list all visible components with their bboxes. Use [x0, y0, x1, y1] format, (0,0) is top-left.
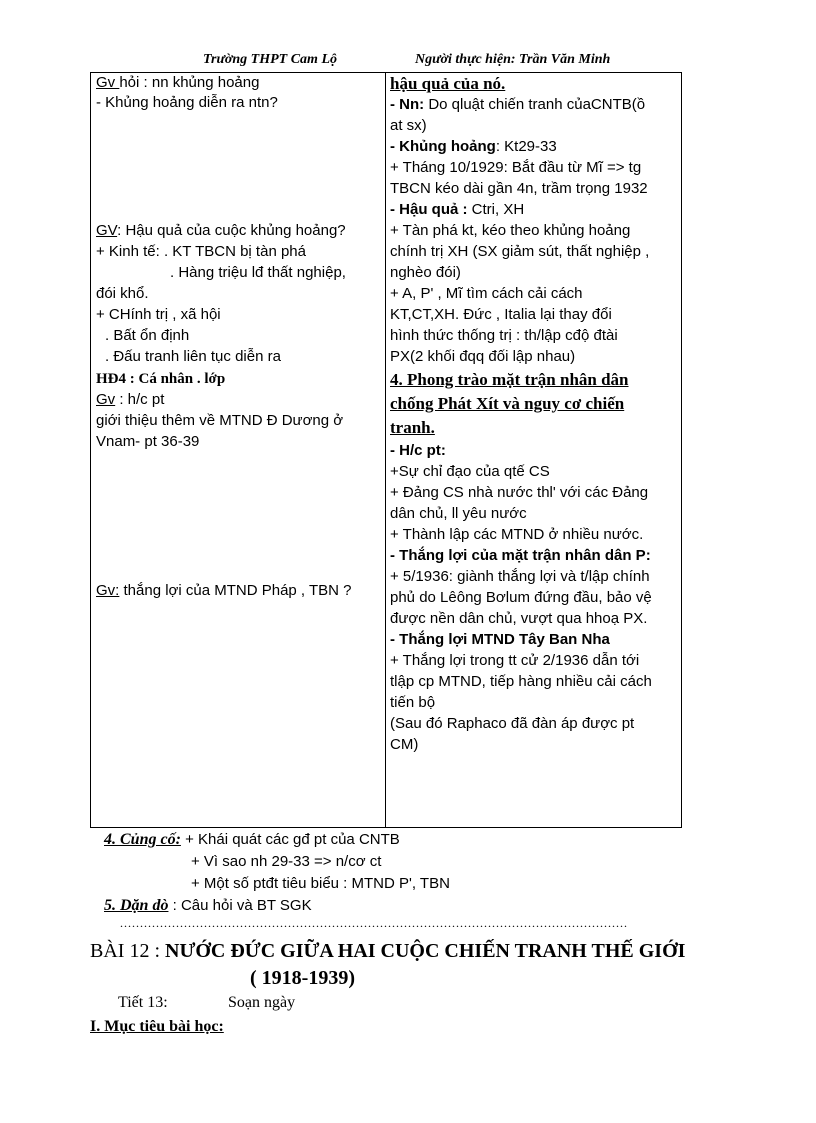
lesson-prefix: BÀI 12 :: [90, 940, 165, 962]
dotted-separator: ...............................................................................................................................: [120, 916, 628, 930]
right-line-18: - H/c pt:: [390, 442, 446, 459]
homework-label: 5. Dặn dò: [104, 897, 169, 914]
right-line-9: chính trị XH (SX giảm sút, thất nghiệp ,: [390, 243, 650, 260]
right-line-8: + Tàn phá kt, kéo theo khủng hoảng: [390, 222, 631, 239]
school-name: Trường THPT Cam Lộ: [203, 52, 337, 67]
left-line-12: giới thiệu thêm về MTND Đ Dương ở: [96, 412, 344, 429]
page-header: [0, 52, 816, 72]
left-line-9: . Đấu tranh liên tục diễn ra: [105, 348, 281, 365]
section-4-heading-line-1: 4. Phong trào mặt trận nhân dân: [390, 370, 629, 389]
lesson-name: NƯỚC ĐỨC GIỮA HAI CUỘC CHIẾN TRANH THẾ GIỚI: [165, 940, 686, 962]
right-line-24: + 5/1936: giành thắng lợi và t/lập chính: [390, 568, 650, 585]
right-line-28: + Thắng lợi trong tt cử 2/1936 dẫn tới: [390, 652, 640, 669]
content-column: [386, 73, 682, 828]
objectives-heading: I. Mục tiêu bài học:: [90, 1018, 224, 1035]
right-line-27: - Thắng lợi MTND Tây Ban Nha: [390, 631, 610, 648]
right-line-25: phủ do Lêông Bơlum đứng đầu, bảo vệ: [390, 589, 652, 606]
right-line-22: + Thành lập các MTND ở nhiều nước.: [390, 526, 644, 543]
right-line-1: hậu quả của nó.: [390, 74, 506, 93]
preparation-date-label: Soạn ngày: [228, 994, 296, 1011]
left-line-10: HĐ4 : Cá nhân . lớp: [96, 371, 226, 387]
consolidate-item-3: + Một số ptđt tiêu biểu : MTND P', TBN: [191, 875, 450, 892]
right-line-7: - Hậu quả : Ctri, XH: [390, 201, 525, 218]
right-line-10: nghèo đói): [390, 264, 461, 281]
left-line-13: Vnam- pt 36-39: [96, 433, 200, 450]
left-line-7: + CHính trị , xã hội: [96, 306, 221, 323]
right-line-14: PX(2 khối đqq đối lập nhau): [390, 348, 576, 365]
right-line-20: + Đảng CS nhà nước thl' với các Đảng: [390, 484, 649, 501]
right-line-6: TBCN kéo dài gần 4n, trầm trọng 1932: [390, 180, 648, 197]
lesson-table: [90, 72, 682, 828]
right-line-13: hình thức thống trị : th/lập cđộ đtài: [390, 327, 618, 344]
right-line-32: CM): [390, 736, 419, 753]
left-line-8: . Bất ổn định: [105, 327, 190, 344]
left-line-2: - Khủng hoảng diễn ra ntn?: [96, 94, 278, 111]
left-line-3: GV: Hậu quả của cuộc khủng hoảng?: [96, 222, 346, 239]
right-line-4: - Khủng hoảng: Kt29-33: [390, 138, 557, 155]
right-line-5: + Tháng 10/1929: Bắt đầu từ Mĩ => tg: [390, 159, 642, 176]
left-line-11: Gv : h/c pt: [96, 391, 165, 408]
section-4-heading-line-3: tranh.: [390, 418, 435, 437]
left-line-1: Gv hỏi : nn khủng hoảng: [96, 74, 260, 91]
homework-section: [104, 896, 312, 916]
consolidate-item-2: + Vì sao nh 29-33 => n/cơ ct: [191, 853, 382, 870]
consolidate-item-1: + Khái quát các gđ pt của CNTB: [180, 831, 400, 848]
right-line-21: dân chủ, ll yêu nước: [390, 505, 527, 522]
left-line-6: đói khổ.: [96, 285, 149, 302]
homework-text: : Câu hỏi và BT SGK: [168, 897, 312, 914]
right-line-23: - Thắng lợi của mặt trận nhân dân P:: [390, 547, 651, 564]
right-line-3: at sx): [390, 117, 427, 134]
right-line-31: (Sau đó Raphaco đã đàn áp được pt: [390, 715, 635, 732]
lesson-title: [90, 938, 685, 964]
author-name: Người thực hiện: Trần Văn Minh: [415, 52, 611, 67]
section-4-heading-line-2: chống Phát Xít và nguy cơ chiến: [390, 394, 625, 413]
right-line-30: tiến bộ: [390, 694, 436, 711]
left-line-4: + Kinh tế: . KT TBCN bị tàn phá: [96, 243, 306, 260]
right-line-12: KT,CT,XH. Đức , Italia lại thay đổi: [390, 306, 612, 323]
consolidate-label: 4. Củng cố:: [104, 831, 181, 848]
consolidate-section: [104, 830, 400, 850]
left-line-14: Gv: thắng lợi của MTND Pháp , TBN ?: [96, 582, 352, 599]
period-number: Tiết 13:: [118, 994, 168, 1011]
right-line-19: +Sự chỉ đạo của qtế CS: [390, 463, 550, 480]
right-line-26: được nền dân chủ, vượt qua hhoạ PX.: [390, 610, 648, 627]
right-line-11: + A, P' , Mĩ tìm cách cải cách: [390, 285, 583, 302]
teacher-activity-column: [91, 73, 386, 828]
lesson-years: ( 1918-1939): [250, 967, 355, 989]
left-line-5: . Hàng triệu lđ thất nghiệp,: [170, 264, 346, 281]
right-line-29: tlập cp MTND, tiếp hàng nhiều cải cách: [390, 673, 652, 690]
right-line-2: - Nn: Do qluật chiến tranh củaCNTB(ồ: [390, 96, 646, 113]
